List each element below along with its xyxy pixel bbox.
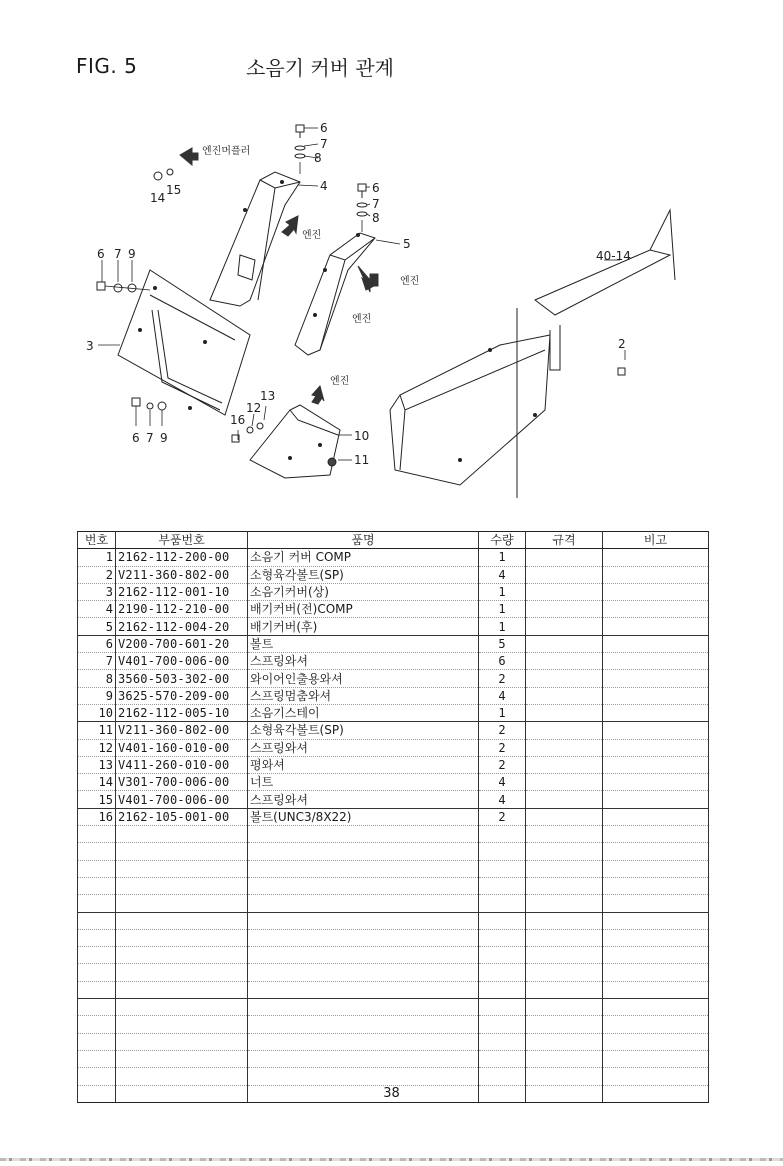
empty-cell (78, 860, 116, 877)
row-part-number: V401-700-006-00 (116, 653, 248, 670)
callout-6b: 6 (372, 181, 380, 195)
empty-cell (78, 964, 116, 981)
row-part-name: 볼트(UNC3/8X22) (248, 808, 479, 825)
callout-3: 3 (86, 339, 94, 353)
row-part-name: 배기커버(후) (248, 618, 479, 635)
row-part-name: 와이어인출용와셔 (248, 670, 479, 687)
row-spec (526, 635, 603, 652)
empty-cell (78, 929, 116, 946)
header-spec: 규격 (526, 532, 603, 549)
empty-cell (526, 929, 603, 946)
row-part-number: V401-700-006-00 (116, 791, 248, 808)
callout-40-14: 40-14 (596, 249, 631, 263)
row-no: 3 (78, 583, 116, 600)
empty-cell (116, 895, 248, 912)
table-row (78, 653, 709, 670)
row-remarks (603, 653, 709, 670)
empty-cell (603, 912, 709, 929)
row-remarks (603, 635, 709, 652)
row-no: 1 (78, 549, 116, 566)
figure-label: FIG. 5 (76, 54, 138, 78)
callout-4: 4 (320, 179, 328, 193)
row-part-number: 2162-112-001-10 (116, 583, 248, 600)
row-no: 10 (78, 704, 116, 721)
callout-6d: 6 (132, 431, 140, 445)
empty-cell (479, 981, 526, 998)
empty-cell (479, 929, 526, 946)
empty-cell (479, 826, 526, 843)
empty-cell (603, 929, 709, 946)
row-quantity: 2 (479, 670, 526, 687)
row-no: 13 (78, 756, 116, 773)
row-no: 15 (78, 791, 116, 808)
callout-8: 8 (314, 151, 322, 165)
empty-cell (116, 929, 248, 946)
table-row (78, 618, 709, 635)
row-no: 14 (78, 774, 116, 791)
row-part-name: 소음기스테이 (248, 704, 479, 721)
row-part-number: 2162-112-005-10 (116, 704, 248, 721)
empty-cell (479, 877, 526, 894)
empty-cell (116, 964, 248, 981)
empty-cell (603, 947, 709, 964)
row-quantity: 2 (479, 756, 526, 773)
row-no: 7 (78, 653, 116, 670)
empty-cell (116, 999, 248, 1016)
row-spec (526, 722, 603, 739)
empty-cell (526, 1068, 603, 1085)
row-remarks (603, 791, 709, 808)
callout-15: 15 (166, 183, 182, 197)
empty-cell (78, 1068, 116, 1085)
row-spec (526, 670, 603, 687)
empty-cell (248, 826, 479, 843)
table-row-empty (78, 929, 709, 946)
row-part-name: 배기커버(전)COMP (248, 601, 479, 618)
table-row-empty (78, 1050, 709, 1067)
row-part-name: 볼트 (248, 635, 479, 652)
table-row-empty (78, 947, 709, 964)
row-remarks (603, 808, 709, 825)
row-quantity: 4 (479, 774, 526, 791)
table-row (78, 566, 709, 583)
empty-cell (603, 999, 709, 1016)
row-remarks (603, 549, 709, 566)
table-row-empty (78, 843, 709, 860)
table-row (78, 704, 709, 721)
empty-cell (526, 843, 603, 860)
callout-16: 16 (230, 413, 246, 427)
row-spec (526, 583, 603, 600)
table-row-empty (78, 1033, 709, 1050)
row-part-name: 스프링와셔 (248, 653, 479, 670)
header-part-number: 부품번호 (116, 532, 248, 549)
callout-7c: 7 (114, 247, 122, 261)
engine-label-d: 엔진 (330, 376, 350, 387)
table-header-row (78, 532, 709, 549)
row-part-number: 2162-105-001-00 (116, 808, 248, 825)
row-spec (526, 618, 603, 635)
empty-cell (116, 877, 248, 894)
empty-cell (78, 1050, 116, 1067)
exploded-parts-diagram (80, 110, 720, 505)
row-quantity: 4 (479, 566, 526, 583)
callout-9d: 9 (160, 431, 168, 445)
empty-cell (603, 895, 709, 912)
empty-cell (248, 964, 479, 981)
empty-cell (526, 964, 603, 981)
row-spec (526, 808, 603, 825)
empty-cell (116, 1050, 248, 1067)
exhaust-cover-rear-part (295, 233, 375, 355)
row-part-number: 2162-112-004-20 (116, 618, 248, 635)
table-row (78, 549, 709, 566)
row-quantity: 2 (479, 722, 526, 739)
row-part-name: 소음기커버(상) (248, 583, 479, 600)
row-part-number: 2190-112-210-00 (116, 601, 248, 618)
row-remarks (603, 739, 709, 756)
exhaust-duct-assembly (390, 210, 675, 498)
table-row-empty (78, 981, 709, 998)
table-row (78, 722, 709, 739)
empty-cell (603, 860, 709, 877)
header-part-name: 품명 (248, 532, 479, 549)
callout-10: 10 (354, 429, 370, 443)
empty-cell (603, 964, 709, 981)
row-quantity: 5 (479, 635, 526, 652)
row-quantity: 1 (479, 601, 526, 618)
row-remarks (603, 601, 709, 618)
row-part-number: 2162-112-200-00 (116, 549, 248, 566)
row-part-name: 스프링와셔 (248, 791, 479, 808)
header-no: 번호 (78, 532, 116, 549)
row-remarks (603, 774, 709, 791)
empty-cell (248, 912, 479, 929)
empty-cell (248, 1033, 479, 1050)
empty-cell (116, 826, 248, 843)
empty-cell (78, 999, 116, 1016)
row-quantity: 2 (479, 808, 526, 825)
row-no: 4 (78, 601, 116, 618)
engine-label-b: 엔진 (400, 276, 420, 287)
empty-cell (78, 843, 116, 860)
callout-8b: 8 (372, 211, 380, 225)
row-part-name: 너트 (248, 774, 479, 791)
empty-cell (526, 1016, 603, 1033)
table-row-empty (78, 999, 709, 1016)
empty-cell (248, 1016, 479, 1033)
row-quantity: 1 (479, 618, 526, 635)
row-part-number: 3625-570-209-00 (116, 687, 248, 704)
muffler-label: 엔진머플러 (202, 146, 251, 157)
empty-cell (479, 1033, 526, 1050)
callout-7b: 7 (372, 197, 380, 211)
page-number: 38 (383, 1086, 400, 1101)
row-spec (526, 653, 603, 670)
empty-cell (479, 860, 526, 877)
row-remarks (603, 687, 709, 704)
table-row (78, 583, 709, 600)
scan-edge-artifact (0, 1158, 783, 1161)
row-part-number: V301-700-006-00 (116, 774, 248, 791)
parts-table (77, 531, 709, 1103)
empty-cell (526, 826, 603, 843)
table-row (78, 808, 709, 825)
row-part-number: V401-160-010-00 (116, 739, 248, 756)
empty-cell (116, 1016, 248, 1033)
table-row (78, 739, 709, 756)
empty-cell (248, 843, 479, 860)
empty-cell (526, 877, 603, 894)
empty-cell (526, 1033, 603, 1050)
empty-cell (116, 1068, 248, 1085)
row-spec (526, 774, 603, 791)
empty-cell (526, 895, 603, 912)
empty-cell (479, 1050, 526, 1067)
callout-7d: 7 (146, 431, 154, 445)
row-no: 6 (78, 635, 116, 652)
row-quantity: 4 (479, 687, 526, 704)
row-part-name: 스프링멈춤와셔 (248, 687, 479, 704)
row-part-number: V211-360-802-00 (116, 566, 248, 583)
row-part-name: 소형육각볼트(SP) (248, 566, 479, 583)
table-row-empty (78, 826, 709, 843)
empty-cell (603, 1050, 709, 1067)
empty-cell (526, 981, 603, 998)
row-quantity: 2 (479, 739, 526, 756)
empty-cell (248, 999, 479, 1016)
row-no: 16 (78, 808, 116, 825)
empty-cell (78, 1033, 116, 1050)
callout-11: 11 (354, 453, 370, 467)
row-spec (526, 601, 603, 618)
empty-cell (78, 912, 116, 929)
empty-cell (479, 964, 526, 981)
callout-12: 12 (246, 401, 262, 415)
empty-cell (603, 826, 709, 843)
table-row-empty (78, 860, 709, 877)
callout-14: 14 (150, 191, 166, 205)
row-part-number: 3560-503-302-00 (116, 670, 248, 687)
callout-6c: 6 (97, 247, 105, 261)
empty-cell (116, 1033, 248, 1050)
table-row (78, 774, 709, 791)
row-part-name: 스프링와셔 (248, 739, 479, 756)
empty-cell (116, 860, 248, 877)
row-remarks (603, 566, 709, 583)
row-quantity: 1 (479, 704, 526, 721)
row-no: 11 (78, 722, 116, 739)
row-quantity: 1 (479, 583, 526, 600)
table-row (78, 635, 709, 652)
empty-cell (603, 877, 709, 894)
row-part-name: 소음기 커버 COMP (248, 549, 479, 566)
row-spec (526, 756, 603, 773)
empty-cell (479, 843, 526, 860)
row-no: 9 (78, 687, 116, 704)
row-part-number: V200-700-601-20 (116, 635, 248, 652)
empty-cell (248, 877, 479, 894)
row-no: 12 (78, 739, 116, 756)
empty-cell (526, 947, 603, 964)
empty-cell (248, 947, 479, 964)
table-row-empty (78, 1068, 709, 1085)
empty-cell (78, 1016, 116, 1033)
row-spec (526, 739, 603, 756)
empty-cell (479, 1016, 526, 1033)
empty-cell (248, 929, 479, 946)
empty-cell (603, 1033, 709, 1050)
row-remarks (603, 704, 709, 721)
table-row-empty (78, 912, 709, 929)
empty-cell (78, 826, 116, 843)
table-row-empty (78, 964, 709, 981)
header-remarks: 비고 (603, 532, 709, 549)
row-part-number: V211-360-802-00 (116, 722, 248, 739)
row-spec (526, 566, 603, 583)
table-row (78, 791, 709, 808)
empty-cell (248, 860, 479, 877)
empty-cell (526, 999, 603, 1016)
row-no: 2 (78, 566, 116, 583)
row-spec (526, 791, 603, 808)
empty-cell (526, 860, 603, 877)
callout-13: 13 (260, 389, 276, 403)
table-row-empty (78, 877, 709, 894)
page-title: 소음기 커버 관계 (246, 56, 394, 80)
empty-cell (248, 981, 479, 998)
table-row-empty (78, 1016, 709, 1033)
callout-6: 6 (320, 121, 328, 135)
empty-cell (526, 912, 603, 929)
row-part-number: V411-260-010-00 (116, 756, 248, 773)
row-spec (526, 687, 603, 704)
row-part-name: 소형육각볼트(SP) (248, 722, 479, 739)
callout-9c: 9 (128, 247, 136, 261)
empty-cell (526, 1050, 603, 1067)
row-no: 8 (78, 670, 116, 687)
callout-2: 2 (618, 337, 626, 351)
row-remarks (603, 618, 709, 635)
engine-label-c: 엔진 (352, 314, 372, 325)
table-row (78, 687, 709, 704)
row-spec (526, 549, 603, 566)
row-remarks (603, 670, 709, 687)
muffler-stay-part (250, 405, 340, 478)
table-row-empty (78, 895, 709, 912)
row-quantity: 1 (479, 549, 526, 566)
row-quantity: 6 (479, 653, 526, 670)
empty-cell (78, 877, 116, 894)
empty-cell (248, 1068, 479, 1085)
muffler-cover-upper-part (210, 172, 300, 306)
table-row (78, 756, 709, 773)
empty-cell (116, 947, 248, 964)
row-spec (526, 704, 603, 721)
empty-cell (479, 947, 526, 964)
table-row (78, 601, 709, 618)
empty-cell (603, 843, 709, 860)
row-remarks (603, 583, 709, 600)
empty-cell (248, 1050, 479, 1067)
header-quantity: 수량 (479, 532, 526, 549)
empty-cell (116, 843, 248, 860)
row-remarks (603, 722, 709, 739)
empty-cell (78, 981, 116, 998)
empty-cell (603, 1068, 709, 1085)
empty-cell (78, 895, 116, 912)
empty-cell (78, 947, 116, 964)
empty-cell (479, 895, 526, 912)
row-no: 5 (78, 618, 116, 635)
row-part-name: 평와셔 (248, 756, 479, 773)
empty-cell (603, 981, 709, 998)
row-quantity: 4 (479, 791, 526, 808)
callout-7: 7 (320, 137, 328, 151)
empty-cell (248, 895, 479, 912)
empty-cell (116, 912, 248, 929)
empty-cell (479, 912, 526, 929)
empty-cell (603, 1016, 709, 1033)
callout-5: 5 (403, 237, 411, 251)
row-remarks (603, 756, 709, 773)
engine-label-a: 엔진 (302, 230, 322, 241)
empty-cell (116, 981, 248, 998)
table-row (78, 670, 709, 687)
empty-cell (479, 1068, 526, 1085)
empty-cell (479, 999, 526, 1016)
